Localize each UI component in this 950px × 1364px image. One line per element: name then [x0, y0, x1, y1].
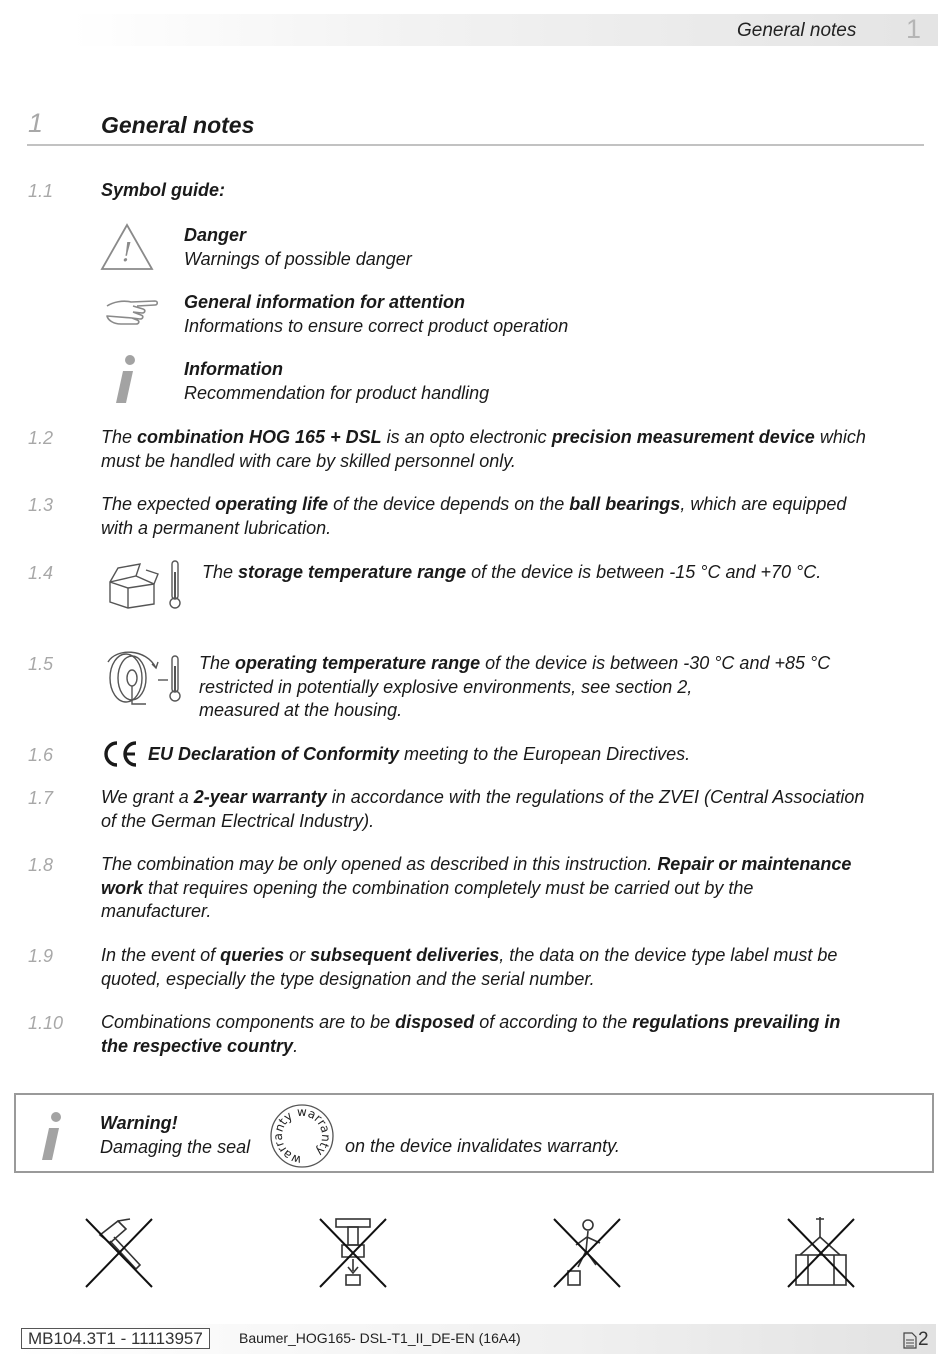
document-filename: Baumer_HOG165- DSL-T1_II_DE-EN (16A4)	[239, 1330, 521, 1346]
no-lifting-by-shaft-icon	[784, 1215, 858, 1291]
section-1-10-text: Combinations components are to be disposed of according to the regulations prevailing in the respective country.	[101, 1012, 841, 1056]
chapter-number: 1	[28, 108, 44, 138]
section-number-1-7: 1.7	[28, 788, 54, 808]
symbol-danger-desc: Warnings of possible danger	[184, 248, 412, 269]
section-1-5-text: The operating temperature range of the device is between -30 °C and +85 °C restricted in potentially explosive environments, see section 2, measured at the housing.	[199, 653, 831, 720]
section-number-1-6: 1.6	[28, 745, 54, 765]
chapter-title: General notes	[101, 112, 255, 138]
section-number-1-4: 1.4	[28, 563, 54, 583]
symbol-information	[184, 358, 489, 405]
symbol-information-title: Information	[184, 359, 283, 379]
section-number-1-2: 1.2	[28, 428, 54, 448]
no-hammer-icon	[82, 1215, 156, 1291]
no-axial-load-icon	[316, 1215, 390, 1291]
symbol-attention	[184, 291, 568, 338]
section-number-1-5: 1.5	[28, 654, 54, 674]
section-title-symbol-guide: Symbol guide:	[101, 180, 226, 200]
warning-text	[100, 1112, 250, 1159]
header-title: General notes	[737, 20, 857, 41]
symbol-attention-desc: Informations to ensure correct product operation	[184, 315, 569, 336]
symbol-danger	[184, 224, 412, 271]
ce-mark-icon	[101, 740, 141, 768]
warning-text-before: Damaging the seal	[100, 1136, 251, 1157]
no-stepping-icon	[550, 1215, 624, 1291]
section-number-1-3: 1.3	[28, 495, 54, 515]
section-1-7-text: We grant a 2-year warranty in accordance with the regulations of the ZVEI (Central Association of the German Electrical Industry).	[101, 787, 865, 831]
section-number-1-9: 1.9	[28, 946, 54, 966]
section-1-9-text: In the event of queries or subsequent deliveries, the data on the device type label must be quoted, especially the type designation and the serial number.	[101, 945, 838, 989]
warranty-seal-icon	[266, 1102, 338, 1170]
section-1-6-text: EU Declaration of Conformity meeting to the European Directives.	[148, 744, 691, 764]
section-number-1-1: 1.1	[28, 181, 54, 201]
information-icon	[112, 353, 142, 407]
section-1-2-text: The combination HOG 165 + DSL is an opto electronic precision measurement device which must be handled with care by skilled personnel only.	[101, 427, 866, 471]
section-1-4-text: The storage temperature range of the device is between -15 °C and +70 °C.	[202, 562, 822, 582]
document-code: MB104.3T1 - 11113957	[21, 1328, 210, 1349]
svg-text:warranty warranty: warranty warranty	[270, 1104, 334, 1168]
page-number: 2	[918, 1329, 929, 1350]
warning-title: Warning!	[100, 1113, 178, 1133]
symbol-attention-title: General information for attention	[184, 292, 466, 312]
rotating-device-thermometer-icon	[102, 650, 186, 710]
warning-text-after: on the device invalidates warranty.	[345, 1136, 620, 1156]
symbol-danger-title: Danger	[184, 225, 247, 245]
symbol-information-desc: Recommendation for product handling	[184, 382, 490, 403]
pointing-hand-icon	[103, 296, 159, 328]
storage-box-thermometer-icon	[106, 558, 186, 610]
page-icon	[903, 1332, 917, 1349]
svg-text:!: !	[121, 238, 133, 268]
warning-information-icon	[38, 1110, 68, 1164]
chapter-divider	[27, 144, 924, 146]
section-1-8-text: The combination may be only opened as described in this instruction. Repair or maintenance work that requires opening the combination completely must be carried out by the manufacturer.	[101, 854, 852, 921]
section-number-1-10: 1.10	[28, 1013, 64, 1033]
header-chapter-number: 1	[906, 14, 922, 44]
section-number-1-8: 1.8	[28, 855, 54, 875]
danger-triangle-icon	[100, 222, 154, 272]
section-1-3-text: The expected operating life of the device depends on the ball bearings, which are equipped with a permanent lubrication.	[101, 494, 847, 538]
